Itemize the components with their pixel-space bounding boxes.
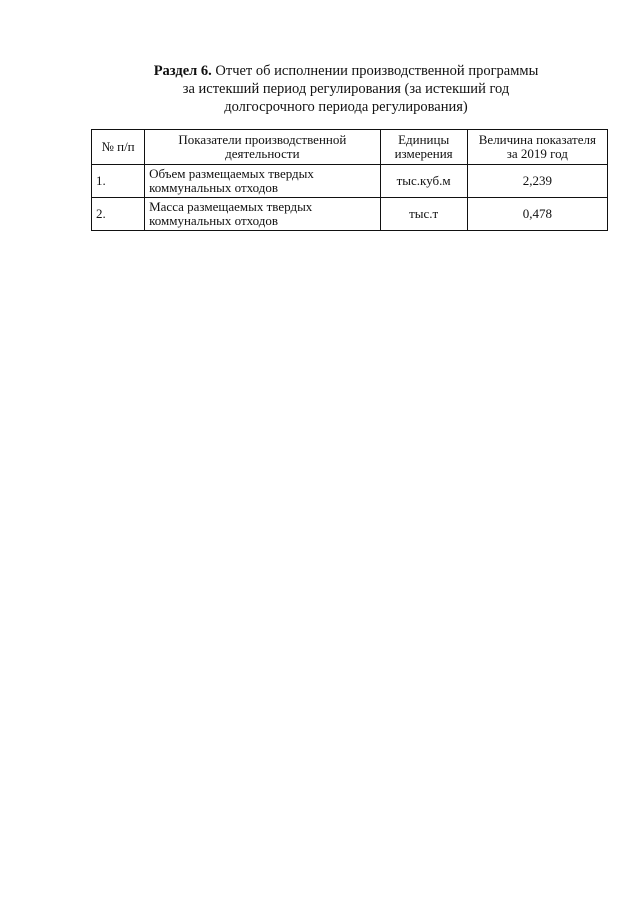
section-title	[86, 62, 606, 116]
table-row	[92, 165, 608, 198]
row-unit: тыс.куб.м	[380, 165, 467, 198]
row-indicator: Объем размещаемых твердых коммунальных отходов	[145, 165, 380, 198]
section-title-line-1	[86, 62, 606, 80]
row-value: 2,239	[467, 165, 607, 198]
row-num: 1.	[92, 165, 145, 198]
table-header-row	[92, 130, 608, 165]
header-value: Величина показателя за 2019 год	[467, 130, 607, 165]
section-title-line-2: за истекший период регулирования (за истекший год	[182, 81, 510, 97]
header-num: № п/п	[92, 130, 145, 165]
section-label: Раздел 6.	[153, 63, 212, 79]
row-indicator: Масса размещаемых твердых коммунальных отходов	[145, 198, 380, 231]
header-indicator: Показатели производственной деятельности	[145, 130, 380, 165]
row-value: 0,478	[467, 198, 607, 231]
header-unit: Единицы измерения	[380, 130, 467, 165]
table-row	[92, 198, 608, 231]
row-num: 2.	[92, 198, 145, 231]
section-title-line-3: долгосрочного периода регулирования)	[224, 99, 468, 115]
section-title-text: Отчет об исполнении производственной программы	[211, 63, 539, 79]
row-unit: тыс.т	[380, 198, 467, 231]
report-table	[91, 129, 608, 231]
